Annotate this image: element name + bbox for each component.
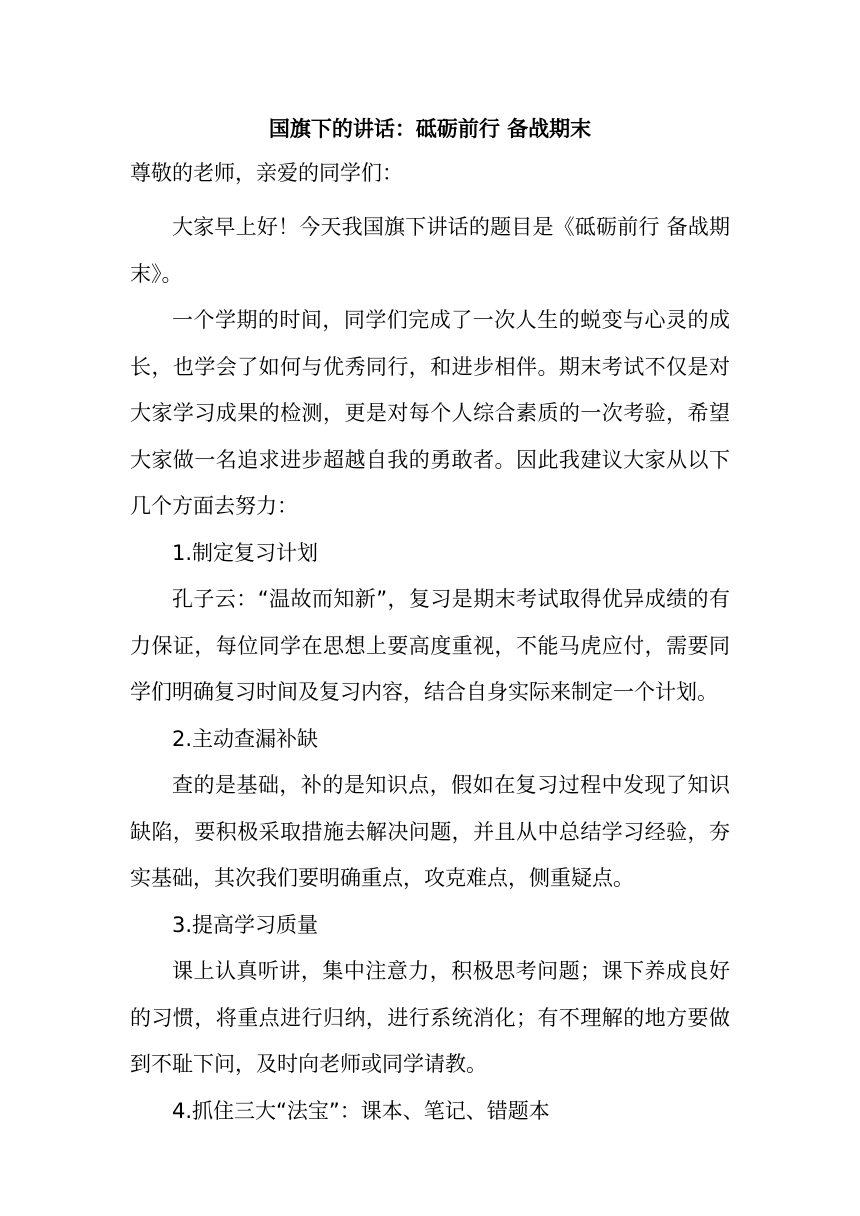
paragraph-section-3: 课上认真听讲，集中注意力，积极思考问题；课下养成良好的习惯，将重点进行归纳，进行系统消化；有不理解的地方要做到不耻下问，及时向老师或同学请教。 — [130, 959, 730, 1076]
document-title: 国旗下的讲话：砥砺前行 备战期末 — [268, 117, 592, 141]
section-heading-1: 1.制定复习计划 — [172, 540, 319, 565]
paragraph-section-1: 孔子云：“温故而知新”，复习是期末考试取得优异成绩的有力保证，每位同学在思想上要高度重视，不能马虎应付，需要同学们明确复习时间及复习内容，结合自身实际来制定一个计划。 — [130, 587, 730, 704]
document-body — [130, 204, 730, 1134]
section-heading-3: 3.提高学习质量 — [172, 912, 319, 937]
section-heading-4: 4.抓住三大“法宝”：课本、笔记、错题本 — [172, 1098, 550, 1123]
paragraph-opening: 大家早上好！今天我国旗下讲话的题目是《砥砺前行 备战期末》。 — [130, 215, 730, 286]
paragraph-section-2: 查的是基础，补的是知识点，假如在复习过程中发现了知识缺陷，要积极采取措施去解决问题，并且从中总结学习经验，夯实基础，其次我们要明确重点，攻克难点，侧重疑点。 — [130, 773, 730, 890]
paragraph-intro: 一个学期的时间，同学们完成了一次人生的蜕变与心灵的成长，也学会了如何与优秀同行，和进步相伴。期末考试不仅是对大家学习成果的检测，更是对每个人综合素质的一次考验，希望大家做一名追求进步超越自我的勇敢者。因此我建议大家从以下几个方面去努力： — [130, 308, 730, 518]
section-heading-2: 2.主动查漏补缺 — [172, 726, 319, 751]
greeting-line: 尊敬的老师，亲爱的同学们： — [130, 161, 403, 185]
